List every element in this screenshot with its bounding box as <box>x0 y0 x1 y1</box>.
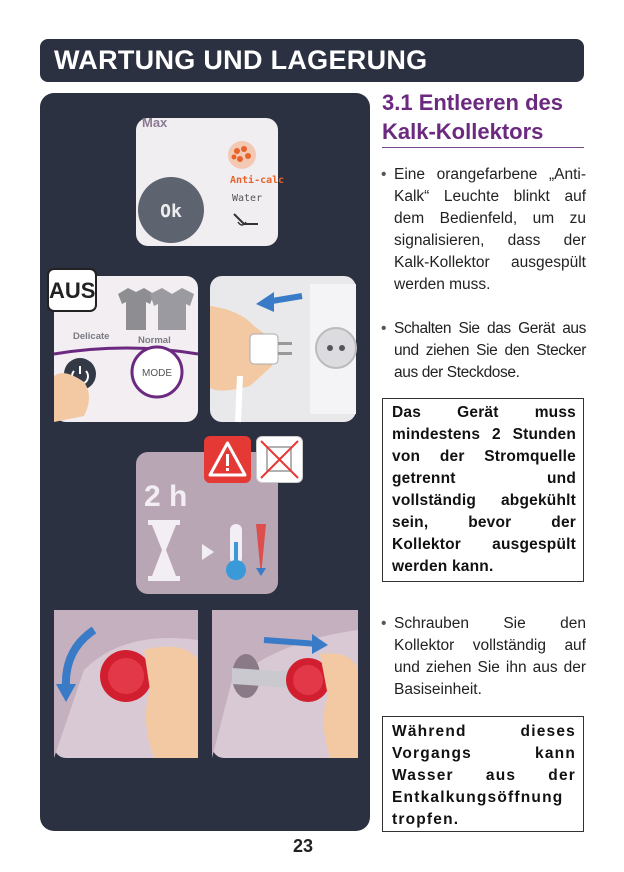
note-box-dripping <box>382 716 584 832</box>
delicate-label: Delicate <box>73 331 110 342</box>
note-text: Das Gerät muss mindestens 2 Stunden von der Stromquelle getrennt und vollständig abgekühlt sein, bevor der Kollektor ausgespült werden kann. <box>392 404 576 575</box>
bullet-text: Schrauben Sie den Kollektor vollständig auf und ziehen Sie ihn aus der Basiseinheit. <box>394 615 586 698</box>
hand-shape <box>320 653 358 758</box>
section-title-line1: 3.1 Entleeren des <box>382 90 563 115</box>
normal-label: Normal <box>138 335 171 346</box>
pull-out-drawing <box>212 610 358 758</box>
play-arrow-icon <box>202 544 214 560</box>
hours-label: 2 h <box>144 480 188 513</box>
mode-label: MODE <box>142 368 172 379</box>
bullet-unplug <box>382 318 586 384</box>
unscrew-image <box>54 610 198 758</box>
water-label: Water <box>232 193 263 204</box>
bullet-dot: • <box>381 320 387 337</box>
aus-label: AUS <box>47 268 97 312</box>
water-icon <box>234 214 258 225</box>
arrow-icon <box>264 640 318 644</box>
note-box-cooldown <box>382 398 584 582</box>
plug-icon <box>250 334 278 364</box>
section-divider <box>382 147 584 148</box>
ok-label: Ok <box>160 201 182 222</box>
page-number: 23 <box>293 836 314 856</box>
bullet-text: Eine orangefarbene „Anti-Kalk“ Leuchte blinkt auf dem Bedienfeld, um zu signalisieren, dass der Kalk-Kollektor ausgespült werden muss. <box>394 166 586 293</box>
bullet-text: Schalten Sie das Gerät aus und ziehen Sie den Stecker aus der Steckdose. <box>394 320 586 381</box>
anti-calc-panel-drawing <box>136 115 285 246</box>
header-title: WARTUNG UND LAGERUNG <box>54 45 428 75</box>
bullet-anti-calc <box>382 164 586 296</box>
section-title <box>382 88 563 146</box>
thermometer-icon <box>226 524 246 580</box>
bullet-unscrew <box>382 613 586 701</box>
unplug-image <box>210 276 356 422</box>
hourglass-icon <box>148 520 180 581</box>
partial-label: Max <box>142 115 168 130</box>
socket-icon <box>316 328 356 368</box>
anti-calc-label: Anti-calc <box>230 175 285 186</box>
warning-icon <box>204 436 251 483</box>
hand-shape <box>144 647 198 758</box>
note-text: Während dieses Vorgangs kann Wasser aus der Entkalkungsöffnung tropfen. <box>392 723 576 828</box>
anti-calc-icon <box>228 141 256 169</box>
pull-out-image <box>212 610 358 758</box>
unscrew-drawing <box>54 610 198 758</box>
section-title-line2: Kalk-Kollektors <box>382 119 544 144</box>
anti-calc-panel-image <box>136 115 285 246</box>
no-water-icon <box>256 436 303 483</box>
header-bar <box>40 39 584 82</box>
bullet-dot: • <box>381 615 387 632</box>
garment-icon <box>118 288 194 330</box>
unplug-drawing <box>210 276 356 422</box>
bullet-dot: • <box>381 166 387 183</box>
